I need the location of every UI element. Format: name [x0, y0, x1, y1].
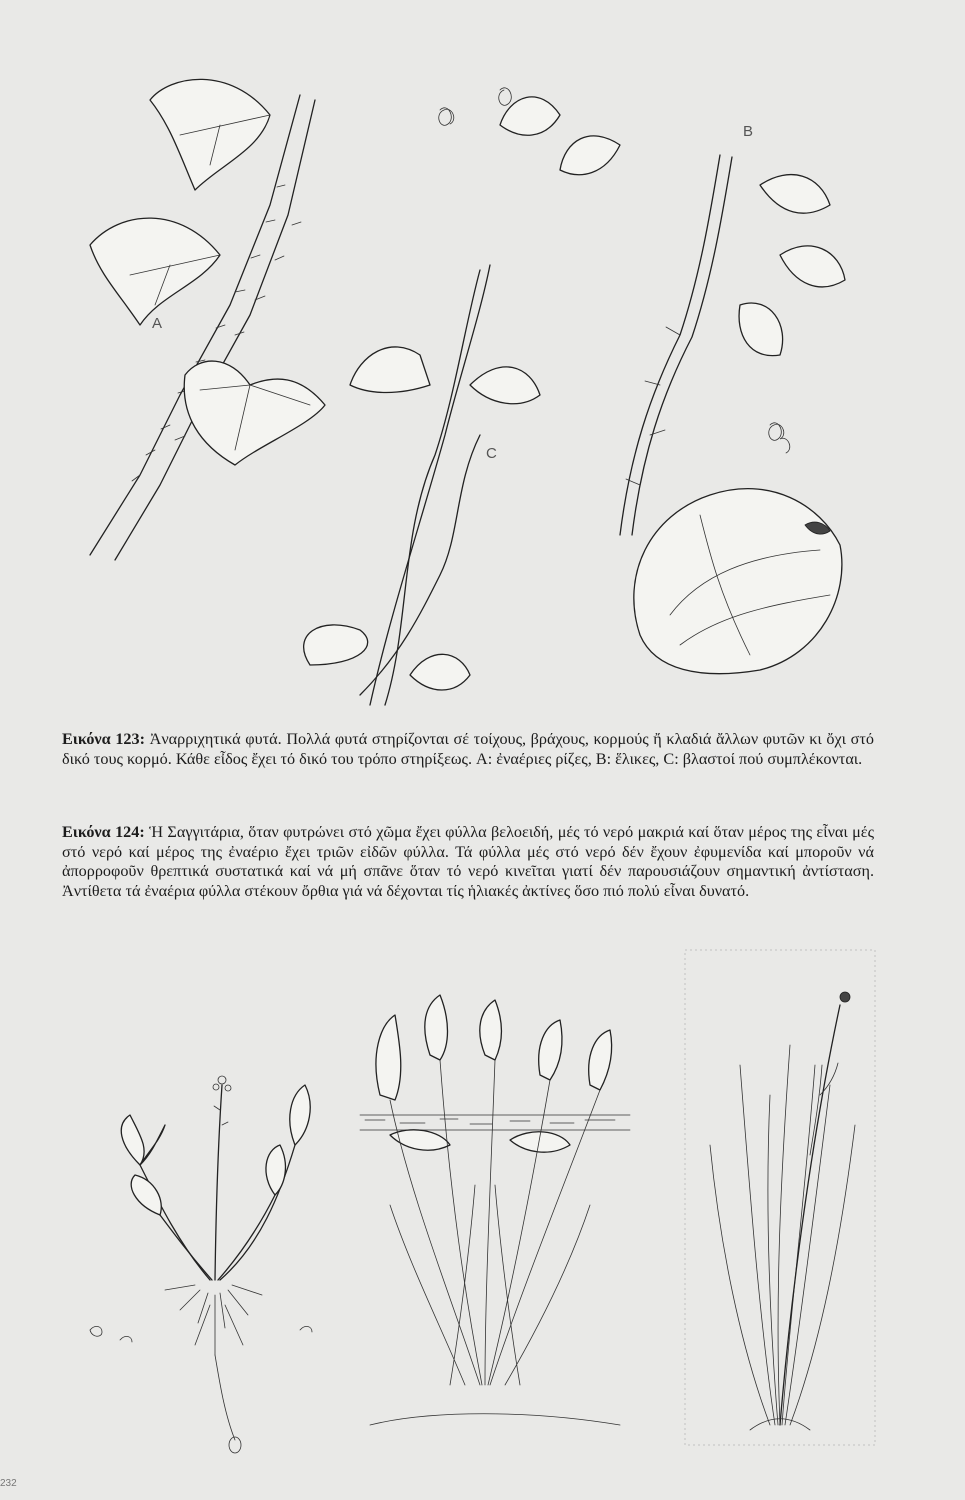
caption-124-lead: Εικόνα 124: [62, 823, 145, 841]
page-number: 232 [0, 1478, 17, 1489]
caption-124-text: Ἡ Σαγγιτάρια, ὅταν φυτρώνει στό χῶμα ἔχει φύλλα βελοειδή, μές τό νερό μακριά καί ὅταν μέρος της εἶναι μές στό νερό καί μέρος της ἐναέριο ἔχει τριῶν εἰδῶν φύλλα. Τά φύλλα μές στό νερό δέν ἔχουν ἐφυμενίδα καί μποροῦν νά ἀπορροφοῦν θρεπτικά συστατικά καί νά μή σπᾶνε ὅταν τό νερό κινεῖται γιατί δέν παρουσιάζουν σημαντική ἀντίσταση. Ἀντίθετα τά ἐναέρια φύλλα στέκουν ὄρθια γιά νά δέχονται τίς ἡλιακές ἀκτίνες ὅσο πιό πολύ εἶναι δυνατό. [62, 823, 874, 900]
ivy-aerial-roots-sketch [90, 79, 325, 560]
sagittaria-drawing [70, 945, 890, 1480]
figure-123-illustration [60, 55, 860, 725]
terrestrial-sagittaria-sketch [90, 1076, 312, 1453]
caption-figure-123 [62, 730, 874, 769]
label-c: C [486, 445, 497, 462]
label-a: A [152, 315, 163, 332]
twining-stems-sketch [304, 265, 540, 705]
caption-figure-124 [62, 823, 874, 901]
climbing-plants-drawing [60, 55, 860, 725]
figure-124-illustration [70, 945, 890, 1480]
caption-123-text: Ἀναρριχητικά φυτά. Πολλά φυτά στηρίζονται σέ τοίχους, βράχους, κορμούς ἤ κλαδιά ἄλλων φυτῶν κι ὄχι στό δικό τους κορμό. Κάθε εἶδος ἔχει τό δικό του τρόπο στηρίξεως. A: ἐναέριες ρίζες, B: ἕλικες, C: βλαστοί πού συμπλέκονται. [62, 730, 875, 768]
amphibious-sagittaria-sketch [360, 995, 630, 1435]
caption-123-lead: Εικόνα 123: [62, 730, 146, 748]
label-b: B [743, 123, 754, 140]
submerged-sagittaria-sketch [685, 950, 875, 1445]
